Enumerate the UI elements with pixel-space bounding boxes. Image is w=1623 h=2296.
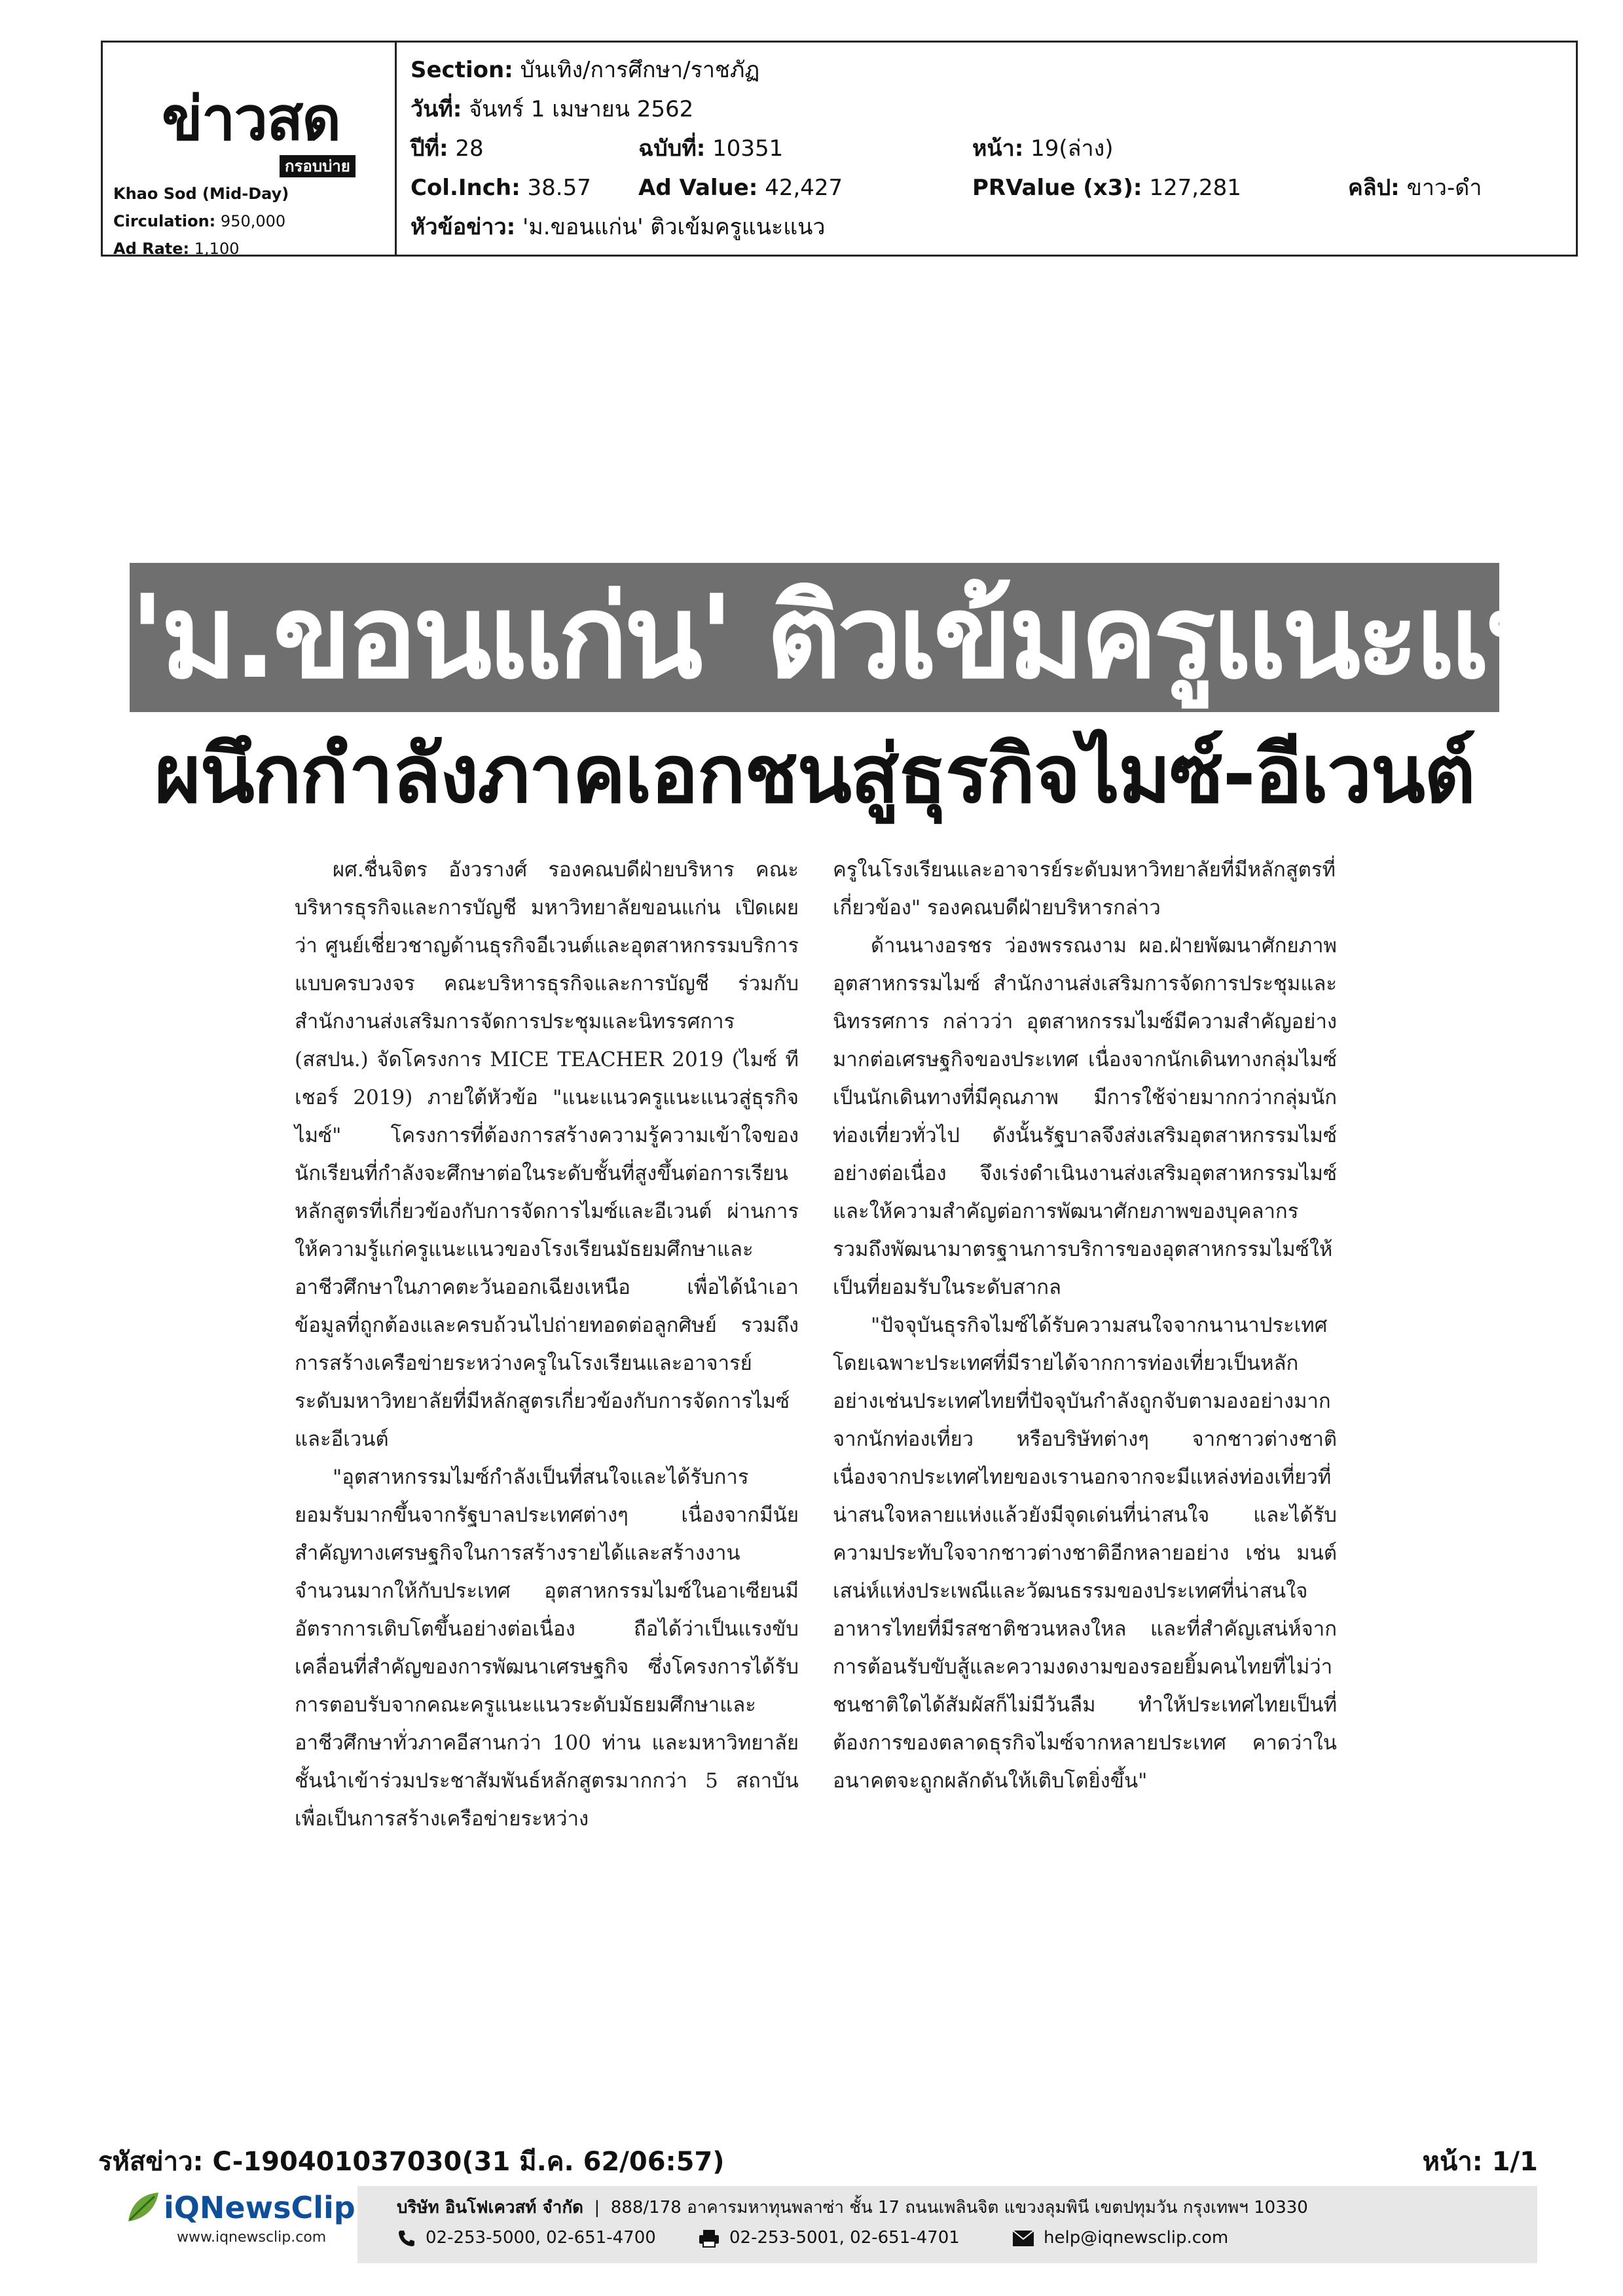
issue-label: ฉบับที่: <box>638 135 706 162</box>
section-label: Section: <box>410 57 513 83</box>
clip-value: ขาว-ดำ <box>1406 175 1482 201</box>
advalue-label: Ad Value: <box>638 175 758 201</box>
year-value: 28 <box>455 135 484 162</box>
paragraph: ครูในโรงเรียนและอาจารย์ระดับมหาวิทยาลัยที่มีหลักสูตรที่เกี่ยวข้อง" รองคณบดีฝ่ายบริหารกล่าว <box>833 858 1336 920</box>
email-address[interactable]: help@iqnewsclip.com <box>1044 2228 1229 2248</box>
colinch-label: Col.Inch: <box>410 175 520 201</box>
leaf-icon <box>124 2189 161 2225</box>
fax-numbers: 02-253-5001, 02-651-4701 <box>729 2228 960 2248</box>
article-column-2 <box>833 851 1337 1800</box>
company-name: บริษัท อินโฟเควสท์ จำกัด <box>397 2198 583 2217</box>
value-row <box>410 170 1589 206</box>
ad-rate-label: Ad Rate: <box>113 240 190 258</box>
clipping-metadata <box>410 52 1576 248</box>
headline-value: 'ม.ขอนแก่น' ติวเข้มครูแนะแนว <box>522 214 826 240</box>
page-value: 19(ล่าง) <box>1030 135 1114 162</box>
page-label: หน้า: <box>972 135 1024 162</box>
email-contact <box>1012 2228 1228 2248</box>
date-row <box>410 91 693 128</box>
headline-row <box>410 209 826 245</box>
newspaper-logo <box>162 83 358 181</box>
company-address: 888/178 อาคารมหาทุนพลาซ่า ชั้น 17 ถนนเพลินจิต แขวงลุมพินี เขตปทุมวัน กรุงเทพฯ 10330 <box>610 2198 1308 2217</box>
date-value: จันทร์ 1 เมษายน 2562 <box>469 96 694 122</box>
publication-panel <box>103 43 397 258</box>
advalue-value: 42,427 <box>765 175 843 201</box>
article-column-1 <box>295 851 799 1838</box>
phone-contact <box>397 2228 656 2248</box>
fax-contact <box>698 2228 960 2248</box>
page-counter-value: 1/1 <box>1491 2147 1538 2177</box>
phone-icon <box>397 2229 416 2248</box>
section-value: บันเทิง/การศึกษา/ราชภัฏ <box>520 57 760 83</box>
publication-info <box>113 180 289 262</box>
issue-row <box>410 130 1589 167</box>
page-counter <box>1423 2140 1538 2182</box>
phone-numbers: 02-253-5000, 02-651-4700 <box>426 2228 656 2248</box>
prvalue-value: 127,281 <box>1149 175 1241 201</box>
clip-label: คลิป: <box>1348 175 1400 201</box>
logo-name: iQNewsClip <box>164 2190 356 2225</box>
iqnewsclip-logo[interactable] <box>124 2186 356 2258</box>
company-contact-box <box>357 2186 1537 2263</box>
headline-label: หัวข้อข่าว: <box>410 214 516 240</box>
company-line: บริษัท อินโฟเควสท์ จำกัด | 888/178 อาคารมหาทุนพลาซ่า ชั้น 17 ถนนเพลินจิต แขวงลุมพินี เขตปทุมวัน กรุงเทพฯ 10330 <box>397 2198 1308 2217</box>
paragraph: "อุตสาหกรรมไมซ์กำลังเป็นที่สนใจและได้รับการยอมรับมากขึ้นจากรัฐบาลประเทศต่างๆ เนื่องจากมีนัยสำคัญทางเศรษฐกิจในการสร้างรายได้และสร้างงานจำนวนมากให้กับประเทศ อุตสาหกรรมไมซ์ในอาเซียนมีอัตราการเติบโตขึ้นอย่างต่อเนื่อง ถือได้ว่าเป็นแรงขับเคลื่อนที่สำคัญของการพัฒนาเศรษฐกิจ ซึ่งโครงการได้รับการตอบรับจากคณะครูแนะแนวระดับมัธยมศึกษาและอาชีวศึกษาทั่วภาคอีสานกว่า 100 ท่าน และมหาวิทยาลัยชั้นนำเข้าร่วมประชาสัมพันธ์หลักสูตรมากกว่า 5 สถาบัน เพื่อเป็นการสร้างเครือข่ายระหว่าง <box>295 1465 799 1831</box>
fax-icon <box>698 2229 720 2248</box>
section-row <box>410 52 759 88</box>
ad-rate-value: 1,100 <box>194 240 240 258</box>
code-value: C-190401037030(31 มี.ค. 62/06:57) <box>212 2147 725 2177</box>
page-counter-label: หน้า: <box>1422 2147 1483 2177</box>
paragraph: "ปัจจุบันธุรกิจไมซ์ได้รับความสนใจจากนานาประเทศ โดยเฉพาะประเทศที่มีรายได้จากการท่องเที่ยวเป็นหลัก อย่างเช่นประเทศไทยที่ปัจจุบันกำลังถูกจับตามองอย่างมากจากนักท่องเที่ยว หรือบริษัทต่างๆ จากชาวต่างชาติ เนื่องจากประเทศไทยของเรานอกจากจะมีแหล่งท่องเที่ยวที่น่าสนใจหลายแห่งแล้วยังมีจุดเด่นที่น่าสนใจ และได้รับความประทับใจจากชาวต่างชาติอีกหลายอย่าง เช่น มนต์เสน่ห์แห่งประเพณีและวัฒนธรรมของประเทศที่น่าสนใจ อาหารไทยที่มีรสชาติชวนหลงใหล และที่สำคัญเสน่ห์จากการต้อนรับขับสู้และความงดงามของรอยยิ้มคนไทยที่ไม่ว่าชนชาติใดได้สัมผัสก็ไม่มีวันลืม ทำให้ประเทศไทยเป็นที่ต้องการของตลาดธุรกิจไมซ์จากหลายประเทศ คาดว่าในอนาคตจะถูกผลักดันให้เติบโตยิ่งขึ้น" <box>833 1314 1337 1793</box>
logo-url[interactable]: www.iqnewsclip.com <box>177 2229 327 2246</box>
circulation-label: Circulation: <box>113 212 216 230</box>
article-title: 'ม.ขอนแก่น' ติวเข้มครูแนะแนว <box>130 570 1621 704</box>
colinch-value: 38.57 <box>527 175 591 201</box>
logo-text: ข่าวสด <box>162 84 340 154</box>
paragraph: ด้านนางอรชร ว่องพรรณงาม ผอ.ฝ่ายพัฒนาศักยภาพอุตสาหกรรมไมซ์ สำนักงานส่งเสริมการจัดการประชุมและนิทรรศการ กล่าวว่า อุตสาหกรรมไมซ์มีความสำคัญอย่างมากต่อเศรษฐกิจของประเทศ เนื่องจากนักเดินทางกลุ่มไมซ์เป็นนักเดินทางที่มีคุณภาพ มีการใช้จ่ายมากกว่ากลุ่มนักท่องเที่ยวทั่วไป ดังนั้นรัฐบาลจึงส่งเสริมอุตสาหกรรมไมซ์อย่างต่อเนื่อง จึงเร่งดำเนินงานส่งเสริมอุตสาหกรรมไมซ์ และให้ความสำคัญต่อการพัฒนาศักยภาพของบุคลากร รวมถึงพัฒนามาตรฐานการบริการของอุตสาหกรรมไมซ์ให้เป็นที่ยอมรับในระดับสากล <box>833 934 1337 1299</box>
prvalue-label: PRValue (x3): <box>972 175 1142 201</box>
headline-banner <box>130 563 1621 712</box>
email-icon <box>1012 2230 1034 2247</box>
year-label: ปีที่: <box>410 135 448 162</box>
code-label: รหัสข่าว: <box>98 2147 204 2177</box>
issue-value: 10351 <box>712 135 784 162</box>
clip-code <box>98 2140 725 2182</box>
circulation-value: 950,000 <box>220 212 286 230</box>
article-subtitle: ผนึกกำลังภาคเอกชนสู่ธุรกิจไมซ์-อีเวนต์ <box>154 728 1475 821</box>
paper-name: Khao Sod (Mid-Day) <box>113 185 289 203</box>
logo-subtext: กรอบบ่าย <box>280 155 356 177</box>
paragraph: ผศ.ชื่นจิตร อังวรางศ์ รองคณบดีฝ่ายบริหาร คณะบริหารธุรกิจและการบัญชี มหาวิทยาลัยขอนแก่น เปิดเผยว่า ศูนย์เชี่ยวชาญด้านธุรกิจอีเวนต์และอุตสาหกรรมบริการแบบครบวงจร คณะบริหารธุรกิจและการบัญชี ร่วมกับสำนักงานส่งเสริมการจัดการประชุมและนิทรรศการ (สสปน.) จัดโครงการ MICE TEACHER 2019 (ไมซ์ ทีเชอร์ 2019) ภายใต้หัวข้อ "แนะแนวครูแนะแนวสู่ธุรกิจไมซ์" โครงการที่ต้องการสร้างความรู้ความเข้าใจของนักเรียนที่กำลังจะศึกษาต่อในระดับชั้นที่สูงขึ้นต่อการเรียนหลักสูตรที่เกี่ยวข้องกับการจัดการไมซ์และอีเวนต์ ผ่านการให้ความรู้แก่ครูแนะแนวของโรงเรียนมัธยมศึกษาและอาชีวศึกษาในภาคตะวันออกเฉียงเหนือ เพื่อได้นำเอาข้อมูลที่ถูกต้องและครบถ้วนไปถ่ายทอดต่อลูกศิษย์ รวมถึงการสร้างเครือข่ายระหว่างครูในโรงเรียนและอาจารย์ระดับมหาวิทยาลัยที่มีหลักสูตรเกี่ยวข้องกับการจัดการไมซ์และอีเวนต์ <box>295 858 799 1451</box>
clipping-header <box>101 41 1578 257</box>
date-label: วันที่: <box>410 96 462 122</box>
